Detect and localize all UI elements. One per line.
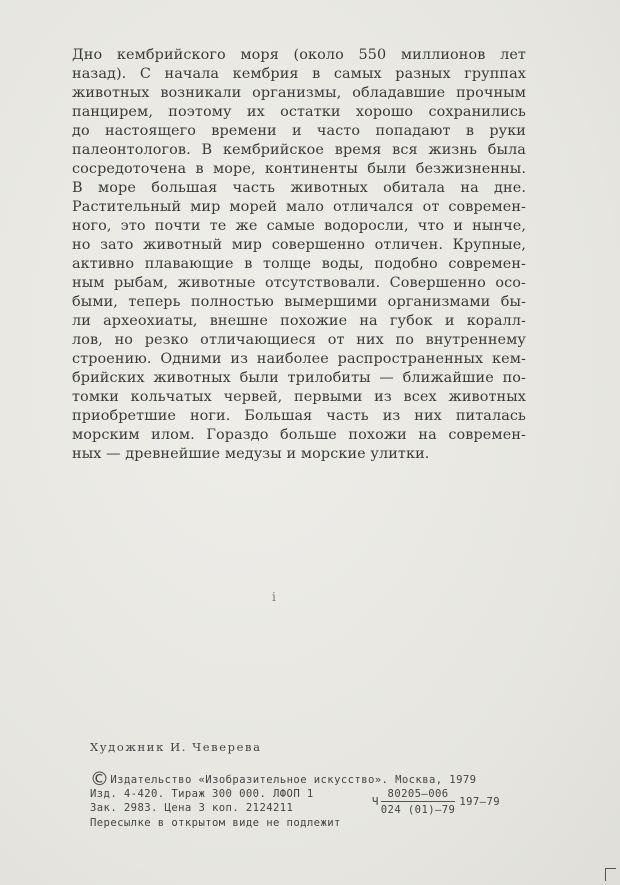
paragraph-line: морским илом. Гораздо больше похожи на современ- [72, 427, 526, 443]
paragraph-line: ных — древнейшие медузы и морские улитки. [72, 446, 430, 462]
paragraph-line: ли археохиаты, внешне похожие на губок и коралл- [72, 313, 526, 329]
index-denominator: 024 (01)—79 [380, 804, 456, 816]
index-fraction [381, 788, 456, 816]
publisher-line: Издательство «Изобразительное искусство». Москва, 1979 [110, 774, 477, 786]
paragraph-line: приобретшие ноги. Большая часть из них питалась [72, 408, 526, 424]
paragraph-line: строению. Одними из наиболее распространенных кем- [72, 351, 526, 367]
paragraph-line: ным рыбам, животные отсутствовали. Совершенно осо- [72, 275, 526, 291]
paragraph-line: сосредоточена в море, континенты были безжизненны. [72, 161, 526, 177]
index-suffix: 197—79 [459, 796, 501, 808]
mail-line: Пересылке в открытом виде не подлежит [90, 816, 341, 829]
index-numerator: 80205—006 [381, 788, 456, 802]
paragraph-line: брийских животных были трилобиты — ближайшие по- [72, 370, 526, 386]
paragraph-line: Дно кембрийского моря (около 550 миллионов лет [72, 47, 526, 63]
order-line: Зак. 2983. Цена 3 коп. 2124211 [90, 802, 294, 815]
paragraph-line: животных возникали организмы, обладавшие прочным [72, 85, 526, 101]
paragraph-line: но зато животный мир совершенно отличен. Крупные, [72, 237, 526, 253]
paragraph-line: Растительный мир морей мало отличался от современ- [72, 199, 526, 215]
index-prefix: Ч [372, 796, 379, 808]
corner-mark [605, 868, 616, 881]
paragraph-line: активно плавающие в толще воды, подобно современ- [72, 256, 526, 272]
paragraph-line: палеонтологов. В кембрийское время вся жизнь была [72, 142, 526, 158]
paragraph-line: томки кольчатых червей, первыми из всех животных [72, 389, 526, 405]
catalog-index [372, 788, 500, 816]
copyright-icon: © [90, 768, 110, 790]
artist-credit: Художник И. Чеверева [90, 740, 262, 754]
paragraph-line: до настоящего времени и часто попадают в руки [72, 123, 526, 139]
paragraph-line: лов, но резко отличающиеся от них по внутреннему [72, 332, 526, 348]
paragraph-line: ного, это почти те же самые водоросли, что и нынче, [72, 218, 526, 234]
paragraph-line: В море большая часть животных обитала на дне. [72, 180, 526, 196]
publisher-row [90, 768, 477, 790]
edition-line: Изд. 4-420. Тираж 300 000. ЛФОП 1 [90, 788, 314, 801]
paragraph-line: быми, теперь полностью вымершими организмами бы- [72, 294, 526, 310]
paragraph-line: назад). С начала кембрия в самых разных группах [72, 66, 526, 82]
paragraph-line: панцирем, поэтому их остатки хорошо сохранились [72, 104, 526, 120]
print-speck: ⅰ [272, 590, 276, 604]
body-paragraph [72, 46, 526, 464]
